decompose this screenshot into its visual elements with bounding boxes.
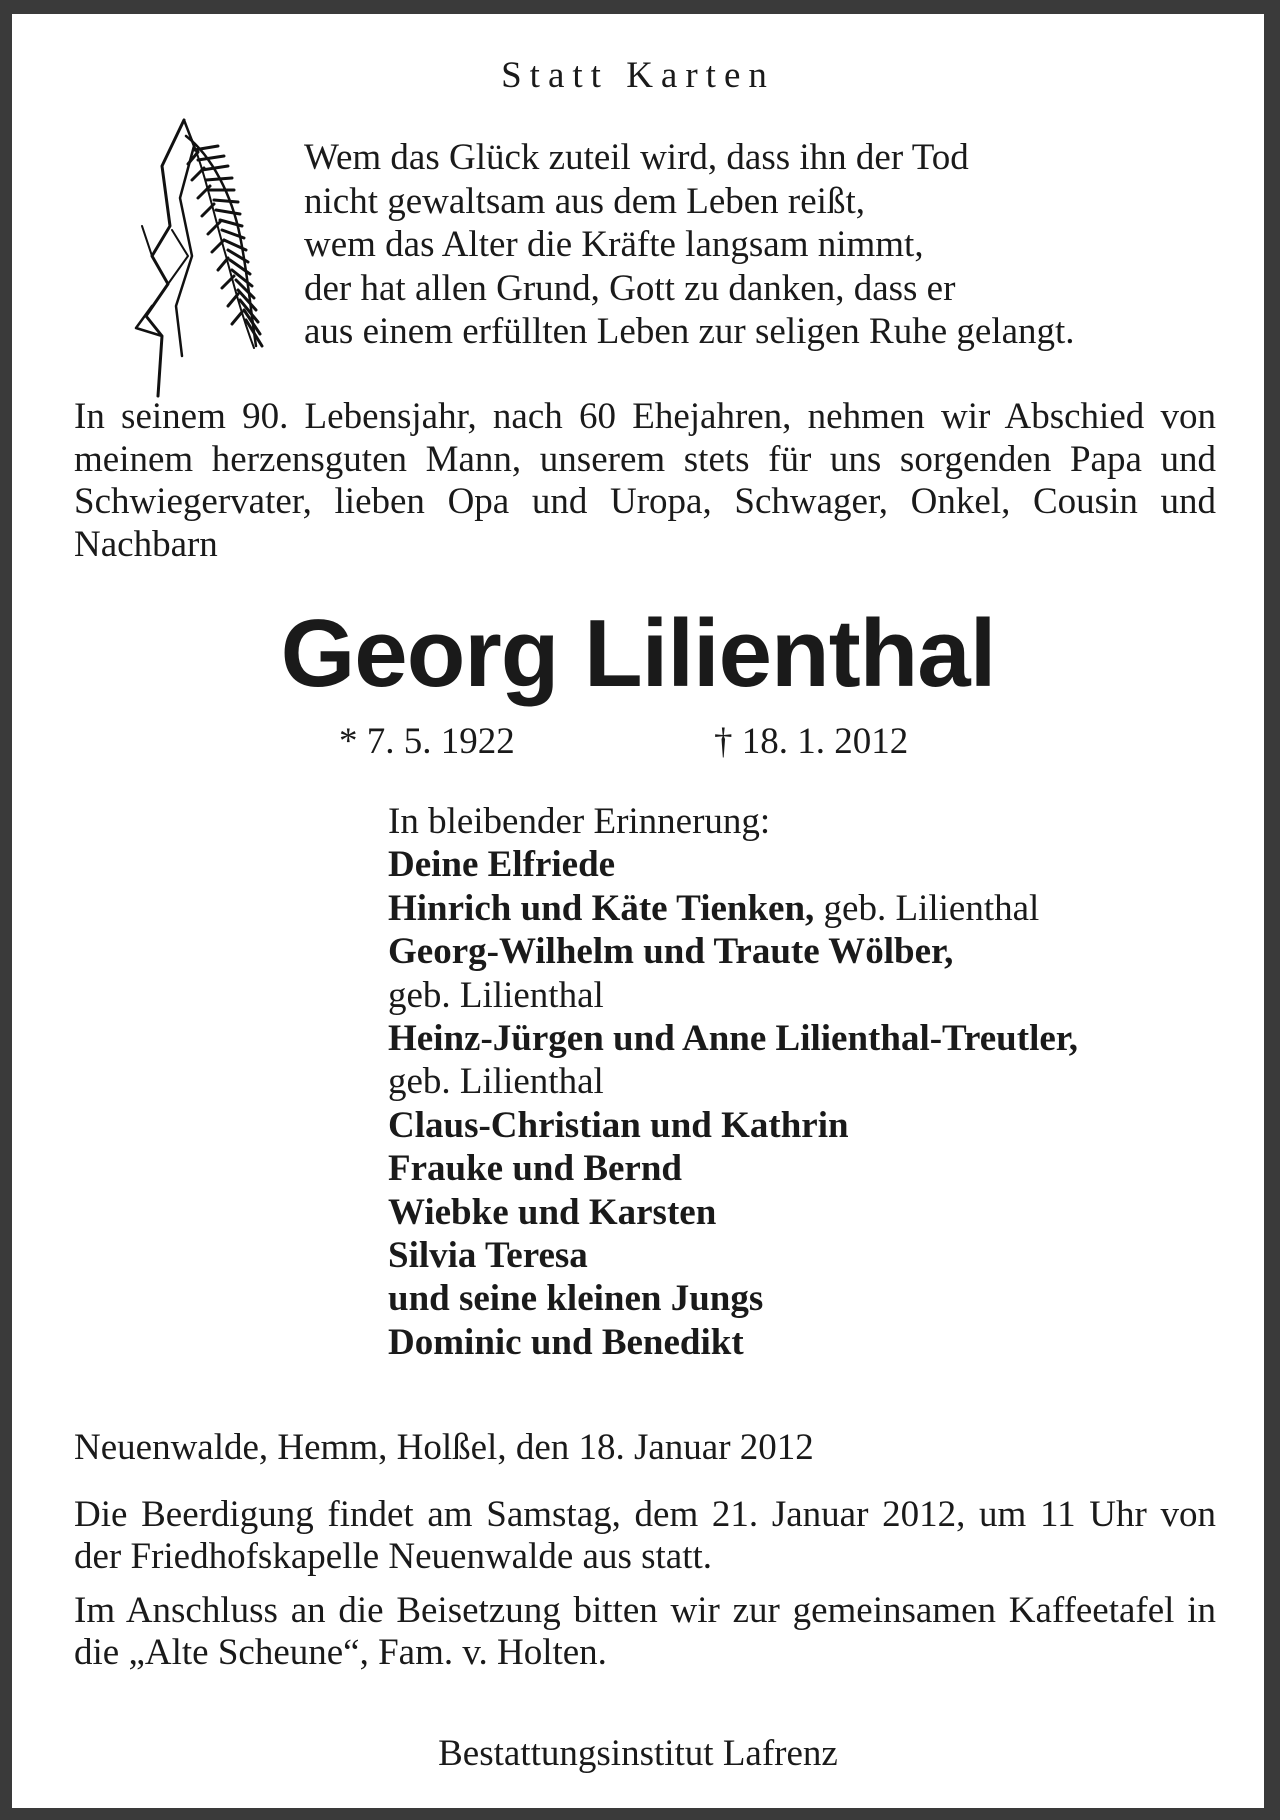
mourner-note: geb. Lilienthal: [388, 1061, 604, 1103]
mourner-name: Deine Elfriede: [388, 844, 616, 886]
intro-paragraph: In seinem 90. Lebensjahr, nach 60 Ehejahren, nehmen wir Abschied von meinem herzensguten Mann, unserem stets für uns sorgenden Papa und Schwiegervater, lieben Opa und Uropa, Schwager, Onkel, Cousin und Nachbarn: [74, 396, 1216, 565]
place-and-date: Neuenwalde, Hemm, Holßel, den 18. Januar 2012: [74, 1427, 814, 1468]
mourner-line: [388, 1321, 1078, 1364]
mourner-line: [388, 1191, 1078, 1234]
poem-line: nicht gewaltsam aus dem Leben reißt,: [304, 180, 865, 222]
mourner-line: [388, 930, 1078, 973]
mourner-line: [388, 1060, 1078, 1103]
mourner-line: [388, 1147, 1078, 1190]
poem-line: Wem das Glück zuteil wird, dass ihn der Tod: [304, 137, 969, 178]
poem: [304, 136, 1075, 354]
mourner-name: Georg-Wilhelm und Traute Wölber,: [388, 931, 954, 973]
mourner-line: [388, 887, 1078, 930]
undertaker-name: Bestattungsinstitut Lafrenz: [438, 1733, 838, 1774]
mourner-name: Heinz-Jürgen und Anne Lilienthal-Treutler,: [388, 1018, 1079, 1060]
mourner-name: Frauke und Bernd: [388, 1148, 683, 1190]
birth-date: * 7. 5. 1922: [339, 721, 515, 762]
mourner-line: [388, 974, 1078, 1017]
mourner-line: [388, 1017, 1078, 1060]
poem-line: wem das Alter die Kräfte langsam nimmt,: [304, 224, 924, 265]
deceased-name: Georg Lilienthal: [280, 600, 996, 707]
mourner-note: geb. Lilienthal: [388, 974, 604, 1016]
mourner-name: Claus-Christian und Kathrin: [388, 1104, 849, 1146]
mourner-line: [388, 843, 1078, 886]
mourner-name: Hinrich und Käte Tienken,: [388, 887, 815, 929]
mourner-name: Wiebke und Karsten: [388, 1191, 717, 1233]
death-date: † 18. 1. 2012: [714, 721, 909, 762]
mourner-line: [388, 1234, 1078, 1277]
mourner-note: geb. Lilienthal: [814, 887, 1040, 929]
remembrance-heading: In bleibender Erinnerung:: [388, 801, 771, 842]
mourner-name: Silvia Teresa: [388, 1235, 588, 1277]
poem-line: aus einem erfüllten Leben zur seligen Ruhe gelangt.: [304, 311, 1075, 352]
mourner-name: Dominic und Benedikt: [388, 1321, 744, 1363]
coffee-invitation: Im Anschluss an die Beisetzung bitten wir zur gemeinsamen Kaffeetafel in die „Alte Scheune“, Fam. v. Holten.: [74, 1590, 1216, 1673]
wheat-ear-icon: [122, 106, 272, 406]
mourner-line: [388, 1104, 1078, 1147]
mourner-name: und seine kleinen Jungs: [388, 1278, 764, 1320]
obituary-card: [12, 14, 1264, 1808]
funeral-notice: Die Beerdigung findet am Samstag, dem 21. Januar 2012, um 11 Uhr von der Friedhofskapelle Neuenwalde aus statt.: [74, 1494, 1216, 1577]
poem-line: der hat allen Grund, Gott zu danken, dass er: [304, 267, 956, 309]
mourner-line: [388, 1277, 1078, 1320]
remembrance-list: [388, 800, 1078, 1364]
header-statt-karten: Statt Karten: [501, 55, 775, 96]
